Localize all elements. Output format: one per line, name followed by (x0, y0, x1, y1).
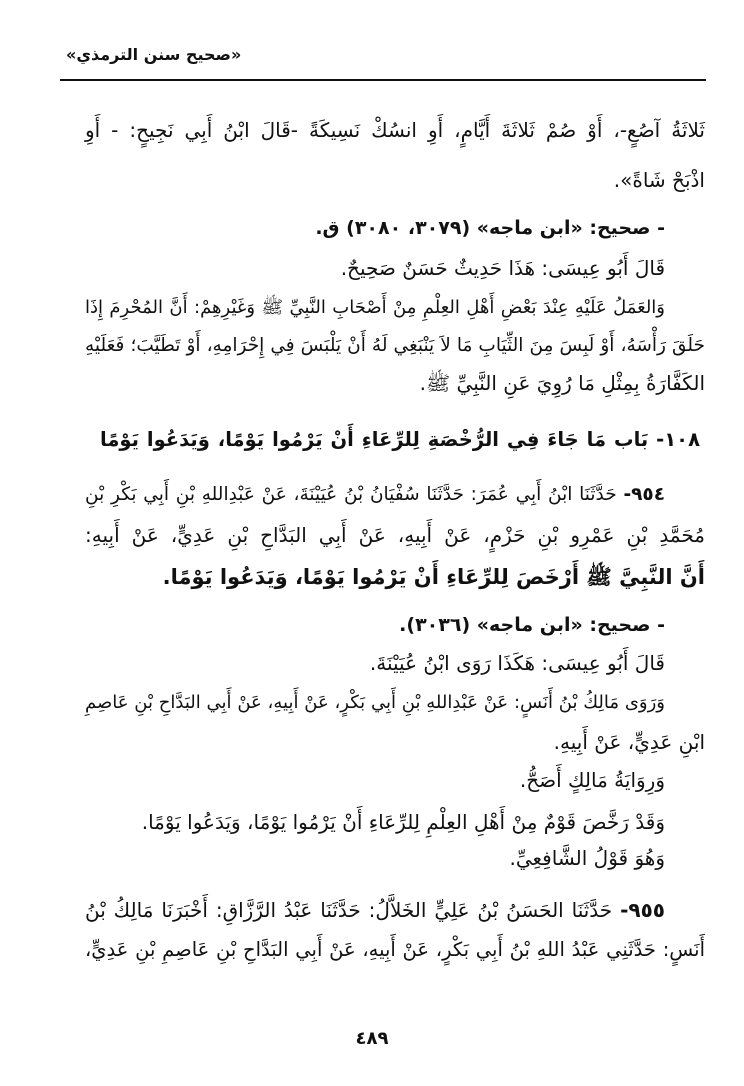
chapter-heading: ١٠٨- بَاب مَا جَاءَ فِي الرُّخْصَةِ لِلرِّعَاءِ أَنْ يَرْمُوا يَوْمًا، وَيَدَعُوا يَوْمًا (100, 428, 700, 451)
previous-hadith-line-1: ثَلاثَةُ آصُعٍ-، أَوْ صُمْ ثَلاثَةَ أَيَّامٍ، أَوِ انسُكْ نَسِيكَةً -قَالَ ابْنُ أَبِي نَجِيحٍ: - أَوِ (85, 118, 705, 142)
hadith-954-note-5: وَهُوَ قَوْلُ الشَّافِعِيِّ. (509, 846, 665, 870)
running-title: «صحيح سنن الترمذي» (66, 45, 242, 64)
practice-line-3: الكَفَّارَةُ بِمِثْلِ مَا رُوِيَ عَنِ النَّبِيِّ ﷺ. (419, 371, 705, 395)
hadith-954-note-1: قَالَ أَبُو عِيسَى: هَكَذَا رَوَى ابْنُ عُيَيْنَةَ. (369, 651, 665, 675)
previous-hadith-grading: - صحيح: «ابن ماجه» (٣٠٧٩، ٣٠٨٠) ق. (315, 217, 665, 239)
previous-hadith-line-2: اذْبَحْ شَاةً». (613, 168, 705, 192)
hadith-954-matn: أَنَّ النَّبِيَّ ﷺ أَرْخَصَ لِلرِّعَاءِ أَنْ يَرْمُوا يَوْمًا، وَيَدَعُوا يَوْمًا. (162, 565, 705, 589)
hadith-955-isnad-line-1 (85, 892, 705, 928)
hadith-number: ٩٥٥- (620, 898, 665, 922)
hadith-954-note-2: وَرَوَى مَالِكُ بْنُ أَنَسٍ: عَنْ عَبْدِاللهِ بْنِ أَبِي بَكْرٍ، عَنْ أَبِيهِ، عَنْ أَبِي البَدَّاحِ بْنِ عَاصِمِ (85, 692, 665, 713)
hadith-954-note-2-continued: ابْنِ عَدِيٍّ، عَنْ أَبِيهِ. (553, 730, 705, 754)
hadith-954-note-4: وَقَدْ رَخَّصَ قَوْمٌ مِنْ أَهْلِ العِلْمِ لِلرِّعَاءِ أَنْ يَرْمُوا يَوْمًا، وَيَدَعُوا يَوْمًا. (141, 810, 665, 834)
hadith-number: ٩٥٤- (623, 484, 665, 505)
hadith-954-note-3: وَرِوَايَةُ مَالِكٍ أَصَحُّ. (519, 768, 665, 792)
tirmidhi-comment: قَالَ أَبُو عِيسَى: هَذَا حَدِيثٌ حَسَنٌ صَحِيحٌ. (340, 256, 665, 280)
practice-line-2: حَلَقَ رَأْسَهُ، أَوْ لَبِسَ مِنَ الثِّيَابِ مَا لاَ يَنْبَغِي لَهُ أَنْ يَلْبَسَ فِي إِحْرَامِهِ، أَوْ تَطَيَّبَ؛ فَعَلَيْهِ (85, 335, 705, 356)
isnad-text: حَدَّثَنَا الحَسَنُ بْنُ عَلِيٍّ الخَلاَّلُ: حَدَّثَنَا عَبْدُ الرَّزَّاقِ: أَخْبَرَنَا مَالِكُ بْنُ (85, 898, 613, 922)
page-number: ٤٨٩ (355, 1028, 389, 1049)
hadith-955-isnad-line-2: أَنَسٍ: حَدَّثَنِي عَبْدُ اللهِ بْنُ أَبِي بَكْرٍ، عَنْ أَبِيهِ، عَنْ أَبِي البَدَّاحِ بْنِ عَاصِمِ بْنِ عَدِيٍّ، (85, 938, 705, 961)
hadith-954-grading: - صحيح: «ابن ماجه» (٣٠٣٦). (399, 614, 665, 636)
hadith-954-isnad-line-1 (85, 477, 705, 513)
practice-line-1: وَالعَمَلُ عَلَيْهِ عِنْدَ بَعْضِ أَهْلِ العِلْمِ مِنْ أَصْحَابِ النَّبِيِّ ﷺ وَغَيْرِهِمْ: أَنَّ المُحْرِمَ إِذَا (85, 297, 665, 318)
hadith-954-isnad-line-2: مُحَمَّدِ بْنِ عَمْرِو بْنِ حَزْمٍ، عَنْ أَبِيهِ، عَنْ أَبِي البَدَّاحِ بْنِ عَدِيٍّ، عَنْ أَبِيهِ: (85, 523, 705, 547)
header-rule (60, 79, 706, 81)
isnad-text: حَدَّثَنَا ابْنُ أَبِي عُمَرَ: حَدَّثَنَا سُفْيَانُ بْنُ عُيَيْنَةَ، عَنْ عَبْدِاللهِ بْنِ أَبِي بَكْرِ بْنِ (85, 484, 617, 505)
